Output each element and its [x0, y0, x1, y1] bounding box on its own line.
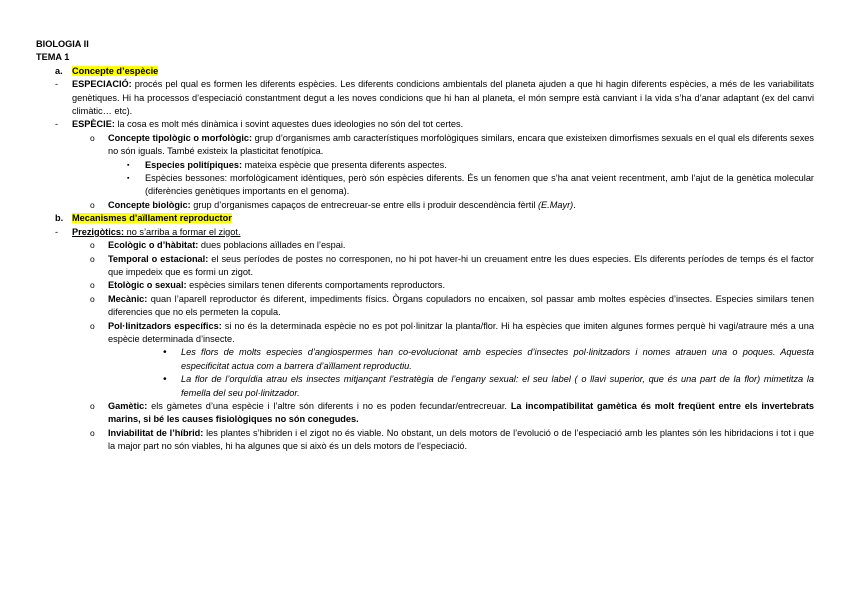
- list-marker: o: [90, 132, 95, 143]
- definition: si no és la determinada espècie no es pot pol·linitzar la planta/flor. Hi ha espècies que imiten algunes formes perquè hi vagi/atraure més a una espècie determinada d’insecte.: [108, 320, 814, 344]
- list-marker: •: [163, 347, 167, 359]
- section-heading-text: Concepte d’espècie: [72, 65, 159, 76]
- definition: el seus períodes de postes no corresponen, no hi pot haver-hi un creuament entre les dues especies. Els diferents períodes de temps és el factor que impedeix que es formi un zigot.: [108, 253, 814, 277]
- list-item-politipiques: [36, 159, 814, 172]
- list-marker: o: [90, 293, 95, 304]
- section-a-heading: [36, 65, 814, 78]
- list-item-inviabilitat: [36, 427, 814, 454]
- term: Concepte biològic:: [108, 199, 191, 210]
- definition: la cosa es molt més dinàmica i sovint aquestes dues ideologies no són del tot certes.: [114, 119, 464, 130]
- term: Mecànic:: [108, 293, 148, 304]
- list-marker: -: [55, 119, 59, 130]
- citation: (E.Mayr): [537, 199, 574, 210]
- punctuation: .: [573, 199, 576, 210]
- list-item-gametic: [36, 400, 814, 427]
- list-item-prezigotics: [36, 226, 814, 239]
- list-marker: -: [55, 79, 59, 90]
- list-item-especiacio: [36, 78, 814, 118]
- list-marker: o: [90, 320, 95, 331]
- document-body: [36, 38, 814, 454]
- list-item-flors: [36, 346, 814, 373]
- list-item-etologic: [36, 279, 814, 292]
- list-marker: ▪: [127, 161, 130, 169]
- term: Especies politípiques:: [145, 159, 243, 170]
- definition: grup d’organismes capaços de entrecreuar-se entre ells i produir descendència fèrtil: [190, 199, 538, 210]
- term: Ecològic o d’hàbitat:: [108, 240, 199, 251]
- term: Temporal o estacional:: [108, 253, 209, 264]
- definition: les plantes s’hibriden i el zigot no és viable. No obstant, un dels motors de l’evolució o de l’especiació amb les plantes són les hibridacions i tot i que la major part no són viables, hi ha algunes que si això és un dels motors de l’especiació.: [108, 427, 814, 452]
- emphasis: La incompatibilitat gamètica és molt freqüent entre els invertebrats marins, si bé les causes fisiològiques no són conegudes.: [108, 400, 814, 425]
- list-item-pollinitzadors: [36, 320, 814, 347]
- section-b-heading: [36, 212, 814, 225]
- list-marker: o: [90, 400, 95, 411]
- definition: mateixa espècie que presenta diferents aspectes.: [242, 159, 447, 170]
- definition: procés pel qual es formen les diferents espècies. Les diferents condicions ambientals del planeta ajuden a que hi hagin diferents espècies, a més de les variabilitats genètiques. Hi ha processos d’especiació constantment degut a les noves condicions que hi han al planeta, el món sempre està canviant i la vida s’ha d’anar adaptant (ex del canvi climàtic… etc).: [72, 79, 814, 117]
- list-marker: o: [90, 427, 95, 438]
- term: Gamètic:: [108, 400, 148, 411]
- list-item-biologic: [36, 199, 814, 212]
- term: ESPECIACIÓ:: [72, 79, 132, 90]
- document-title: BIOLOGIA II: [36, 39, 89, 49]
- definition: dues poblacions aïllades en l’espai.: [198, 240, 346, 251]
- list-item-especie: [36, 118, 814, 131]
- definition: Les flors de molts especies d’angiospermes han co-evolucionat amb especies d’insectes pol·linitzadors i nomes atrauen una o poques. Aquesta especificitat actua com a barrera d’aïllament reproductiu.: [181, 347, 814, 371]
- term: ESPÈCIE:: [72, 119, 115, 130]
- definition: La flor de l’orquídia atrau els insectes mitjançant l’estratègia de l’engany sexual: el seu label ( o llavi superior, que és una part de la flor) mimetitza la femella del seu pol·linitzador.: [181, 374, 814, 398]
- list-item-bessones: [36, 172, 814, 199]
- list-marker: •: [163, 374, 167, 386]
- list-marker: b.: [55, 213, 64, 224]
- list-item-tipologic: [36, 132, 814, 159]
- list-item-temporal: [36, 253, 814, 280]
- definition: espècies similars tenen diferents comportaments reproductors.: [186, 280, 446, 291]
- definition: grup d’organismes amb característiques morfològiques similars, encara que existeixen dimorfismes sexuals en el qual els diferents sexes no són iguals. També existeix la plasticitat fenotípica.: [108, 132, 814, 157]
- term: Pol·linitzadors específics:: [108, 320, 222, 331]
- definition: no s’arriba a formar el zigot.: [124, 226, 241, 237]
- list-marker: ▪: [127, 175, 130, 183]
- section-heading-text: Mecanismes d’aïllament reproductor: [72, 213, 232, 224]
- definition: els gàmetes d’una espècie i l’altre són diferents i no es poden fecundar/entrecreuar.: [147, 400, 511, 411]
- list-item-orquidia: [36, 373, 814, 400]
- list-marker: -: [55, 226, 59, 237]
- list-marker: o: [90, 280, 95, 291]
- term: Inviabilitat de l’híbrid:: [108, 427, 204, 438]
- definition: quan l’aparell reproductor és diferent, impediments físics. Òrgans copuladors no encaixen, sol passar amb moltes espècies d’insectes. Especies similars tenen diferencies que no els permeten la copula.: [108, 293, 814, 318]
- list-marker: o: [90, 240, 95, 251]
- definition: Espècies bessones: morfològicament idèntiques, però són espècies diferents. És un fenomen que s’ha anat veient recentment, amb l’ajut de la genètica molecular (diferències genètiques importants en el genoma).: [145, 173, 814, 197]
- document-subtitle: TEMA 1: [36, 52, 70, 63]
- term: Prezigòtics:: [72, 226, 125, 237]
- list-marker: o: [90, 199, 95, 210]
- list-marker: o: [90, 253, 95, 264]
- term: Etològic o sexual:: [108, 280, 187, 291]
- term: Concepte tipològic o morfològic:: [108, 132, 253, 143]
- list-item-ecologic: [36, 239, 814, 252]
- list-item-mecanic: [36, 293, 814, 320]
- list-marker: a.: [55, 65, 63, 76]
